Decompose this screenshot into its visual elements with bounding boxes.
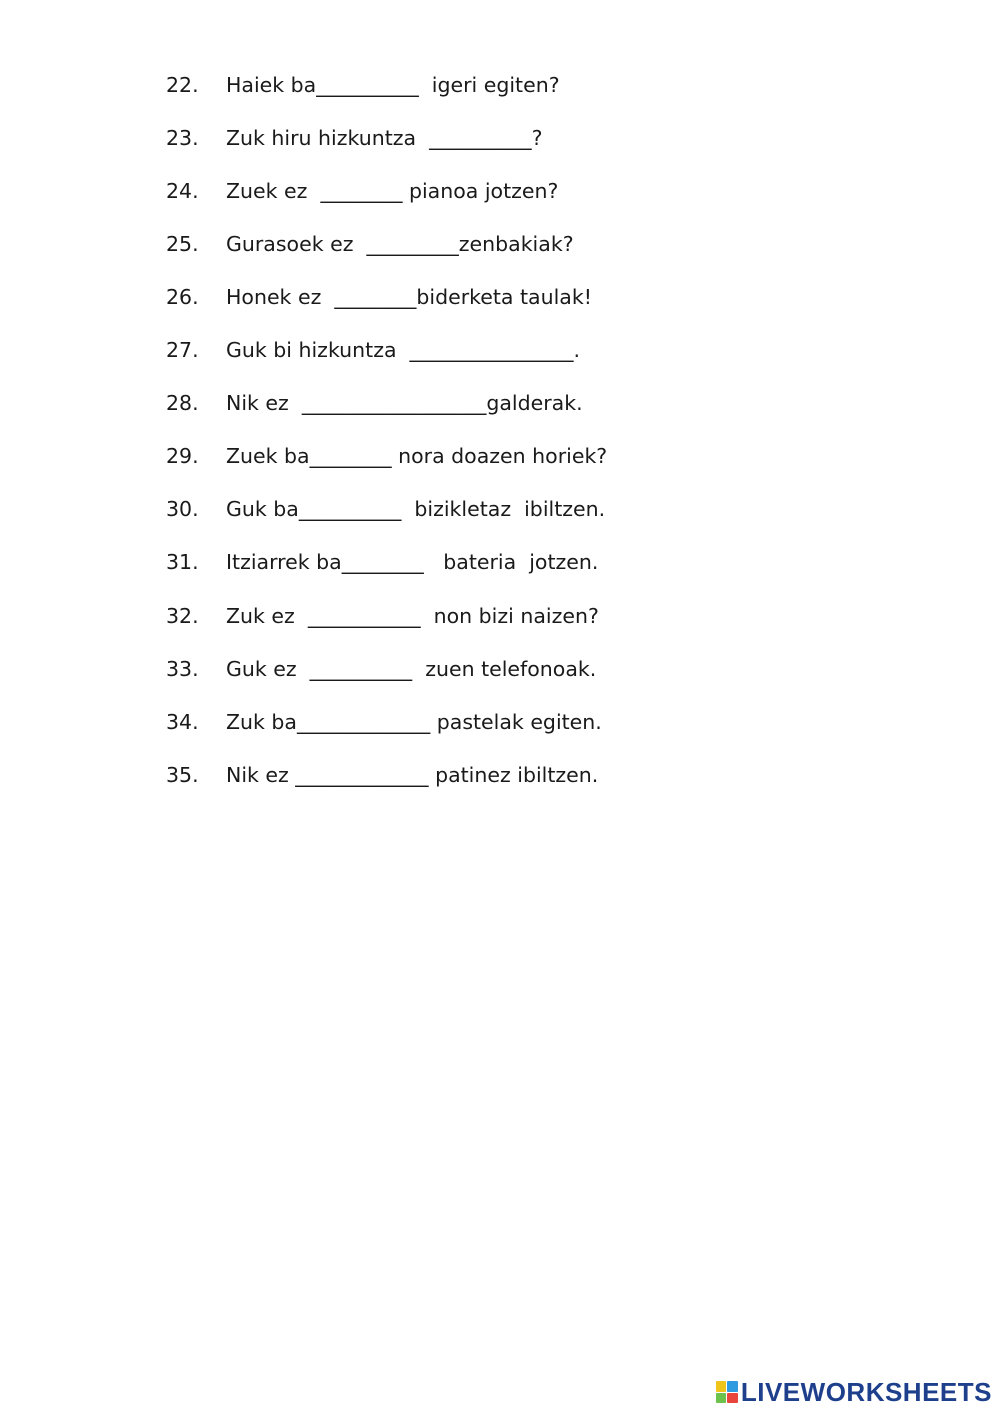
- exercise-number: 30.: [166, 497, 199, 521]
- exercise-item: [166, 335, 580, 365]
- exercise-sentence: Guk bi hizkuntza ________________.: [226, 338, 581, 362]
- exercise-number: 29.: [166, 444, 199, 468]
- exercise-number: 24.: [166, 179, 199, 203]
- logo-square: [716, 1393, 727, 1404]
- exercise-number: 28.: [166, 391, 199, 415]
- exercise-sentence: Honek ez ________biderketa taulak!: [226, 285, 592, 309]
- exercise-item: [166, 176, 558, 206]
- exercise-item: [166, 441, 607, 471]
- logo-square: [716, 1381, 727, 1392]
- exercise-item: [166, 494, 605, 524]
- exercise-sentence: Nik ez _____________ patinez ibiltzen.: [226, 763, 599, 787]
- exercise-item: [166, 707, 602, 737]
- exercise-item: [166, 547, 598, 577]
- exercise-item: [166, 654, 596, 684]
- exercise-sentence: Guk ez __________ zuen telefonoak.: [226, 657, 597, 681]
- logo-square: [727, 1381, 738, 1392]
- exercise-item: [166, 760, 598, 790]
- exercise-number: 26.: [166, 285, 199, 309]
- exercise-sentence: Zuk ba_____________ pastelak egiten.: [226, 710, 602, 734]
- exercise-number: 35.: [166, 763, 199, 787]
- exercise-item: [166, 282, 592, 312]
- exercise-number: 33.: [166, 657, 199, 681]
- exercise-number: 32.: [166, 604, 199, 628]
- exercise-item: [166, 388, 583, 418]
- logo-square: [727, 1393, 738, 1404]
- exercise-sentence: Guk ba__________ bizikletaz ibiltzen.: [226, 497, 606, 521]
- exercise-sentence: Zuek ez ________ pianoa jotzen?: [226, 179, 559, 203]
- exercise-sentence: Itziarrek ba________ bateria jotzen.: [226, 550, 599, 574]
- liveworksheets-brand: [716, 1379, 992, 1405]
- exercise-number: 27.: [166, 338, 199, 362]
- exercise-sentence: Haiek ba__________ igeri egiten?: [226, 73, 560, 97]
- exercise-number: 23.: [166, 126, 199, 150]
- exercise-item: [166, 601, 599, 631]
- liveworksheets-logo-icon: [716, 1381, 738, 1403]
- exercise-sentence: Zuk ez ___________ non bizi naizen?: [226, 604, 599, 628]
- exercise-number: 34.: [166, 710, 199, 734]
- exercise-item: [166, 229, 574, 259]
- exercise-item: [166, 70, 560, 100]
- exercise-sentence: Nik ez __________________galderak.: [226, 391, 583, 415]
- exercise-number: 31.: [166, 550, 199, 574]
- exercise-number: 25.: [166, 232, 199, 256]
- exercise-sentence: Zuk hiru hizkuntza __________?: [226, 126, 543, 150]
- exercise-sentence: Gurasoek ez _________zenbakiak?: [226, 232, 574, 256]
- exercise-item: [166, 123, 543, 153]
- brand-name: LIVEWORKSHEETS: [740, 1377, 992, 1407]
- exercise-sentence: Zuek ba________ nora doazen horiek?: [226, 444, 608, 468]
- exercise-number: 22.: [166, 73, 199, 97]
